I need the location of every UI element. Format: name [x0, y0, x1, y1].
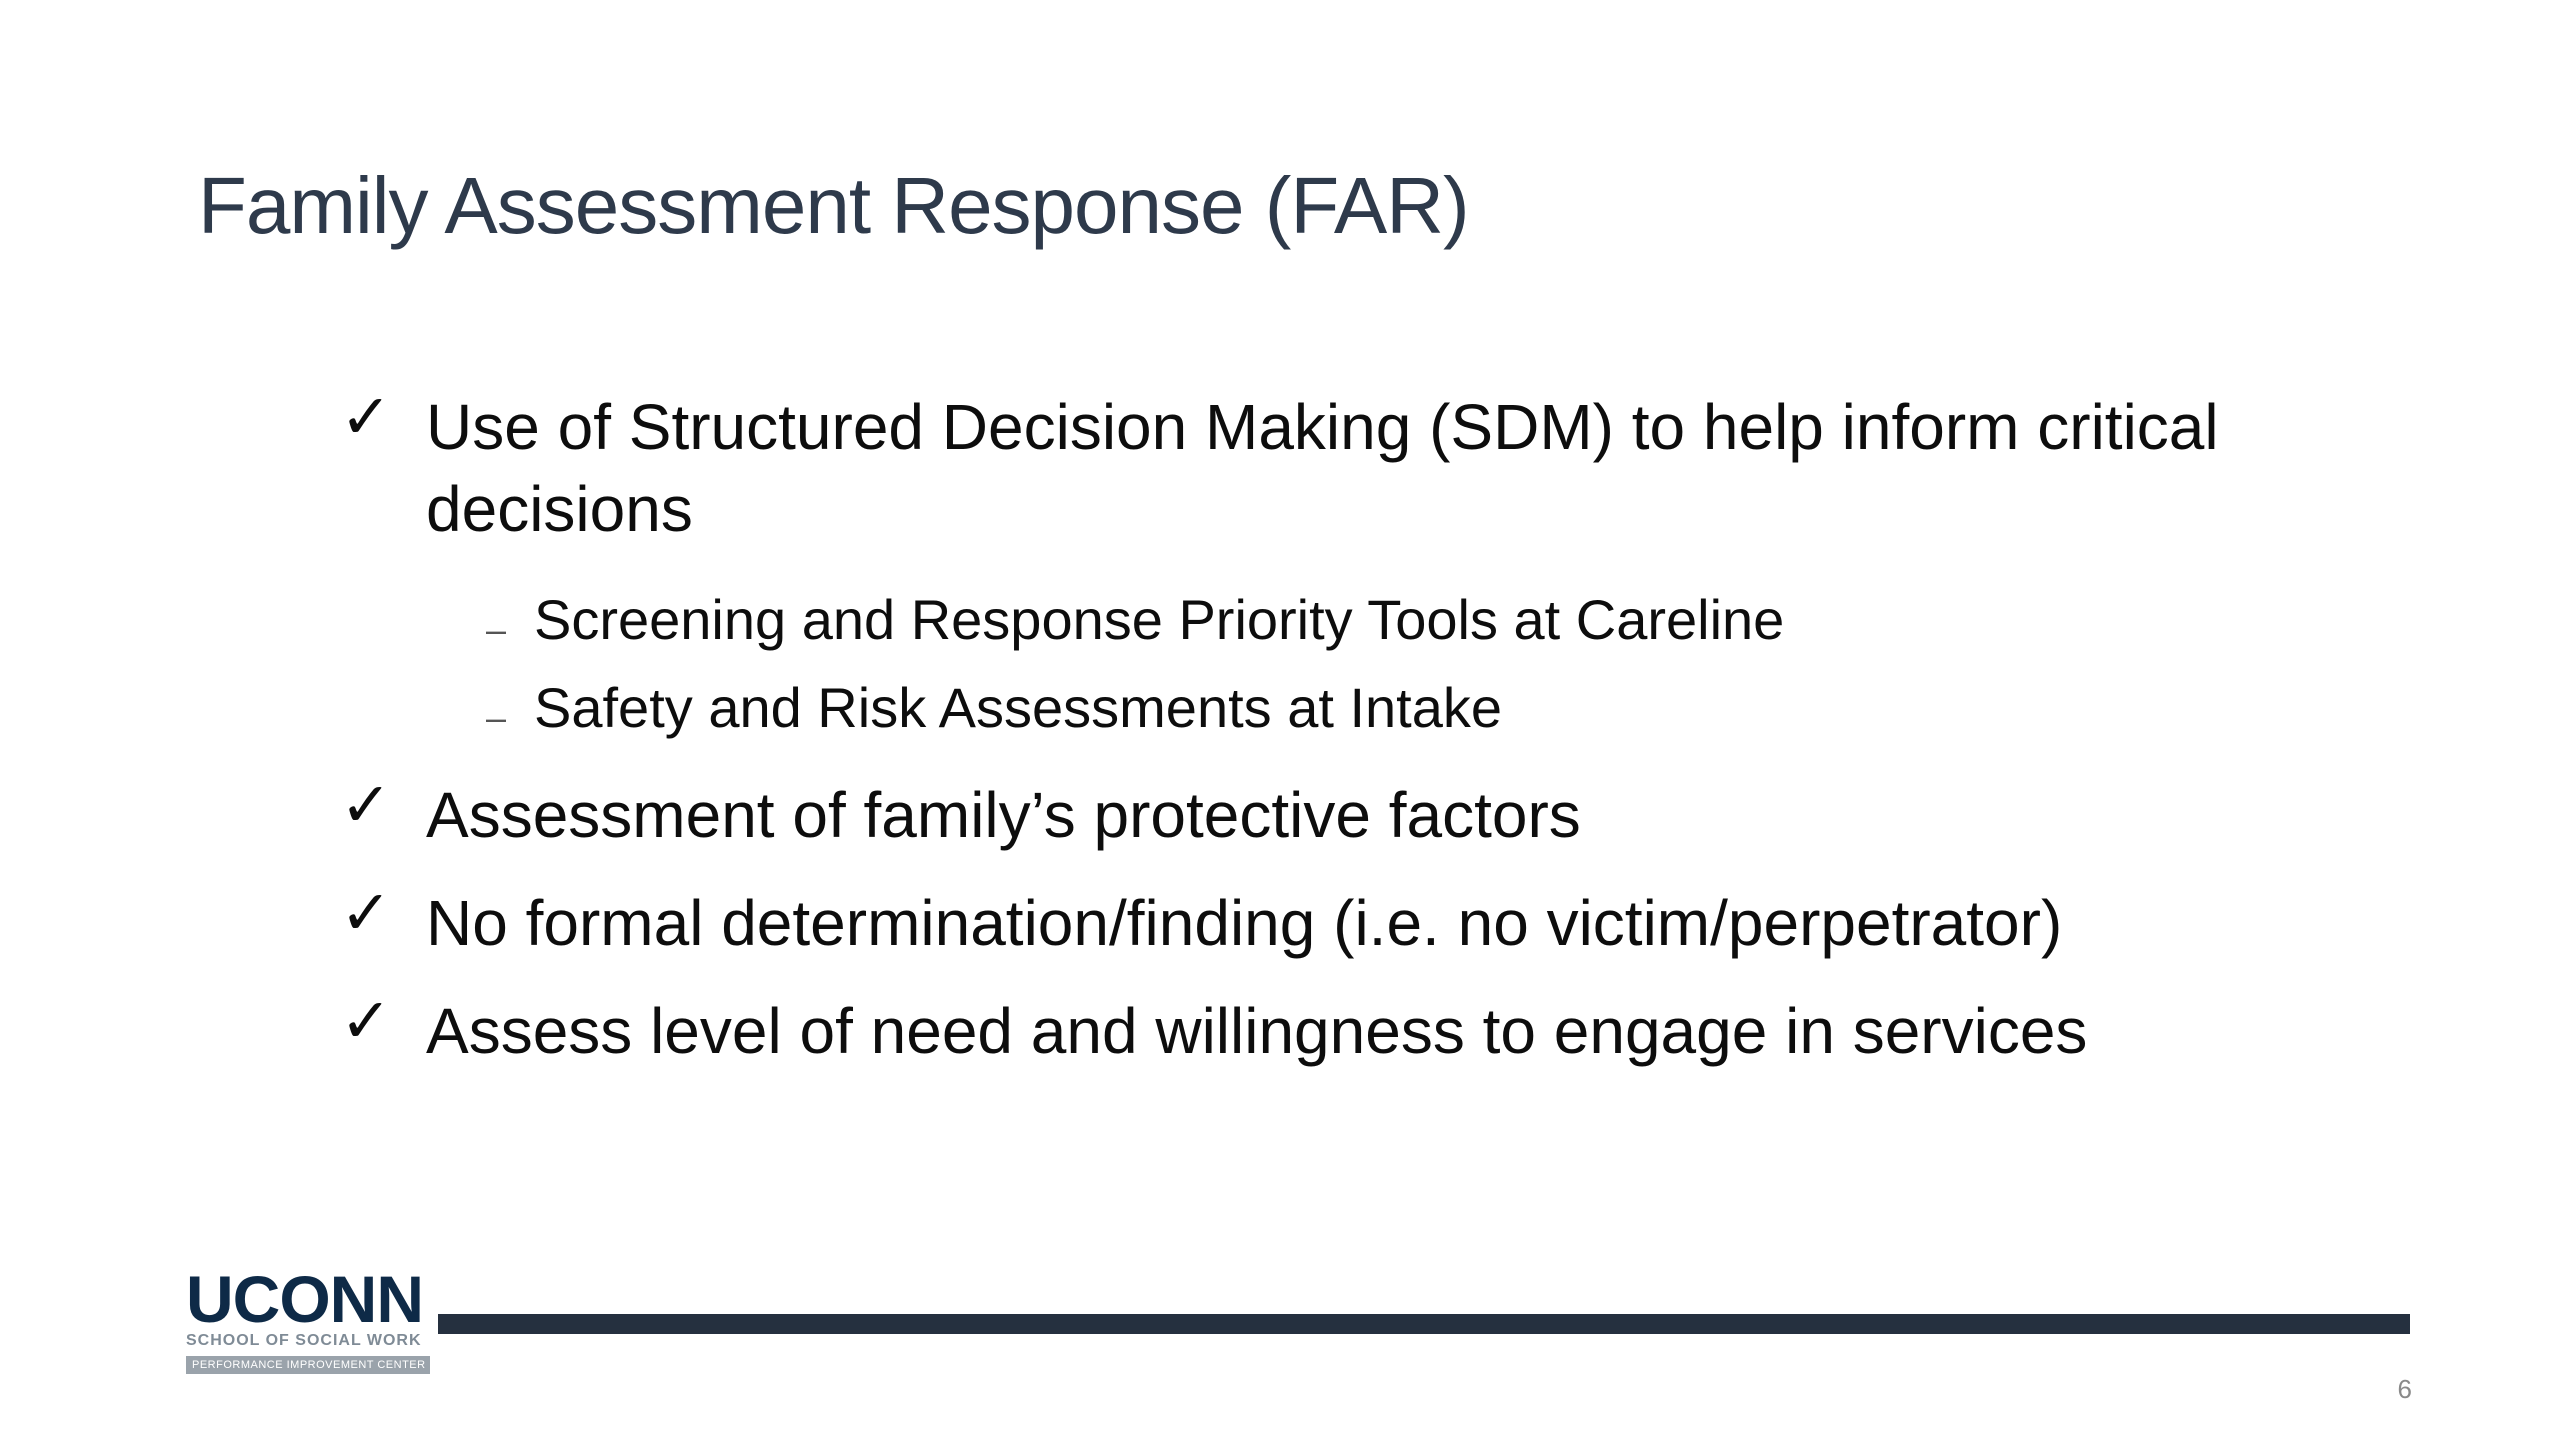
sub-bullet-list — [340, 576, 2380, 752]
checkmark-icon: ✓ — [340, 876, 392, 949]
bullet-text: Assessment of family’s protective factors — [426, 779, 1581, 851]
bullet-item — [340, 876, 2380, 964]
logo-subtitle: SCHOOL OF SOCIAL WORK — [186, 1332, 422, 1349]
logo-band: PERFORMANCE IMPROVEMENT CENTER — [186, 1356, 430, 1374]
uconn-logo — [186, 1262, 430, 1374]
slide-title: Family Assessment Response (FAR) — [198, 161, 1469, 250]
sub-bullet-item — [340, 664, 2380, 752]
checkmark-icon: ✓ — [340, 380, 392, 453]
dash-icon: – — [486, 697, 507, 738]
checkmark-icon: ✓ — [340, 768, 392, 841]
checkmark-icon: ✓ — [340, 984, 392, 1057]
bullet-list — [340, 380, 2380, 1098]
bullet-text: Use of Structured Decision Making (SDM) to help inform critical decisions — [426, 391, 2219, 545]
bullet-text: No formal determination/finding (i.e. no victim/perpetrator) — [426, 887, 2063, 959]
sub-bullet-text: Screening and Response Priority Tools at Careline — [534, 588, 1785, 651]
bullet-item — [340, 380, 2380, 550]
logo-wordmark: UCONN — [186, 1262, 423, 1336]
sub-bullet-text: Safety and Risk Assessments at Intake — [534, 676, 1503, 739]
footer-rule — [438, 1314, 2410, 1334]
sub-bullet-item — [340, 576, 2380, 664]
bullet-item — [340, 768, 2380, 856]
bullet-item — [340, 984, 2380, 1072]
page-number: 6 — [2397, 1374, 2412, 1404]
dash-icon: – — [486, 609, 507, 650]
bullet-text: Assess level of need and willingness to engage in services — [426, 995, 2088, 1067]
